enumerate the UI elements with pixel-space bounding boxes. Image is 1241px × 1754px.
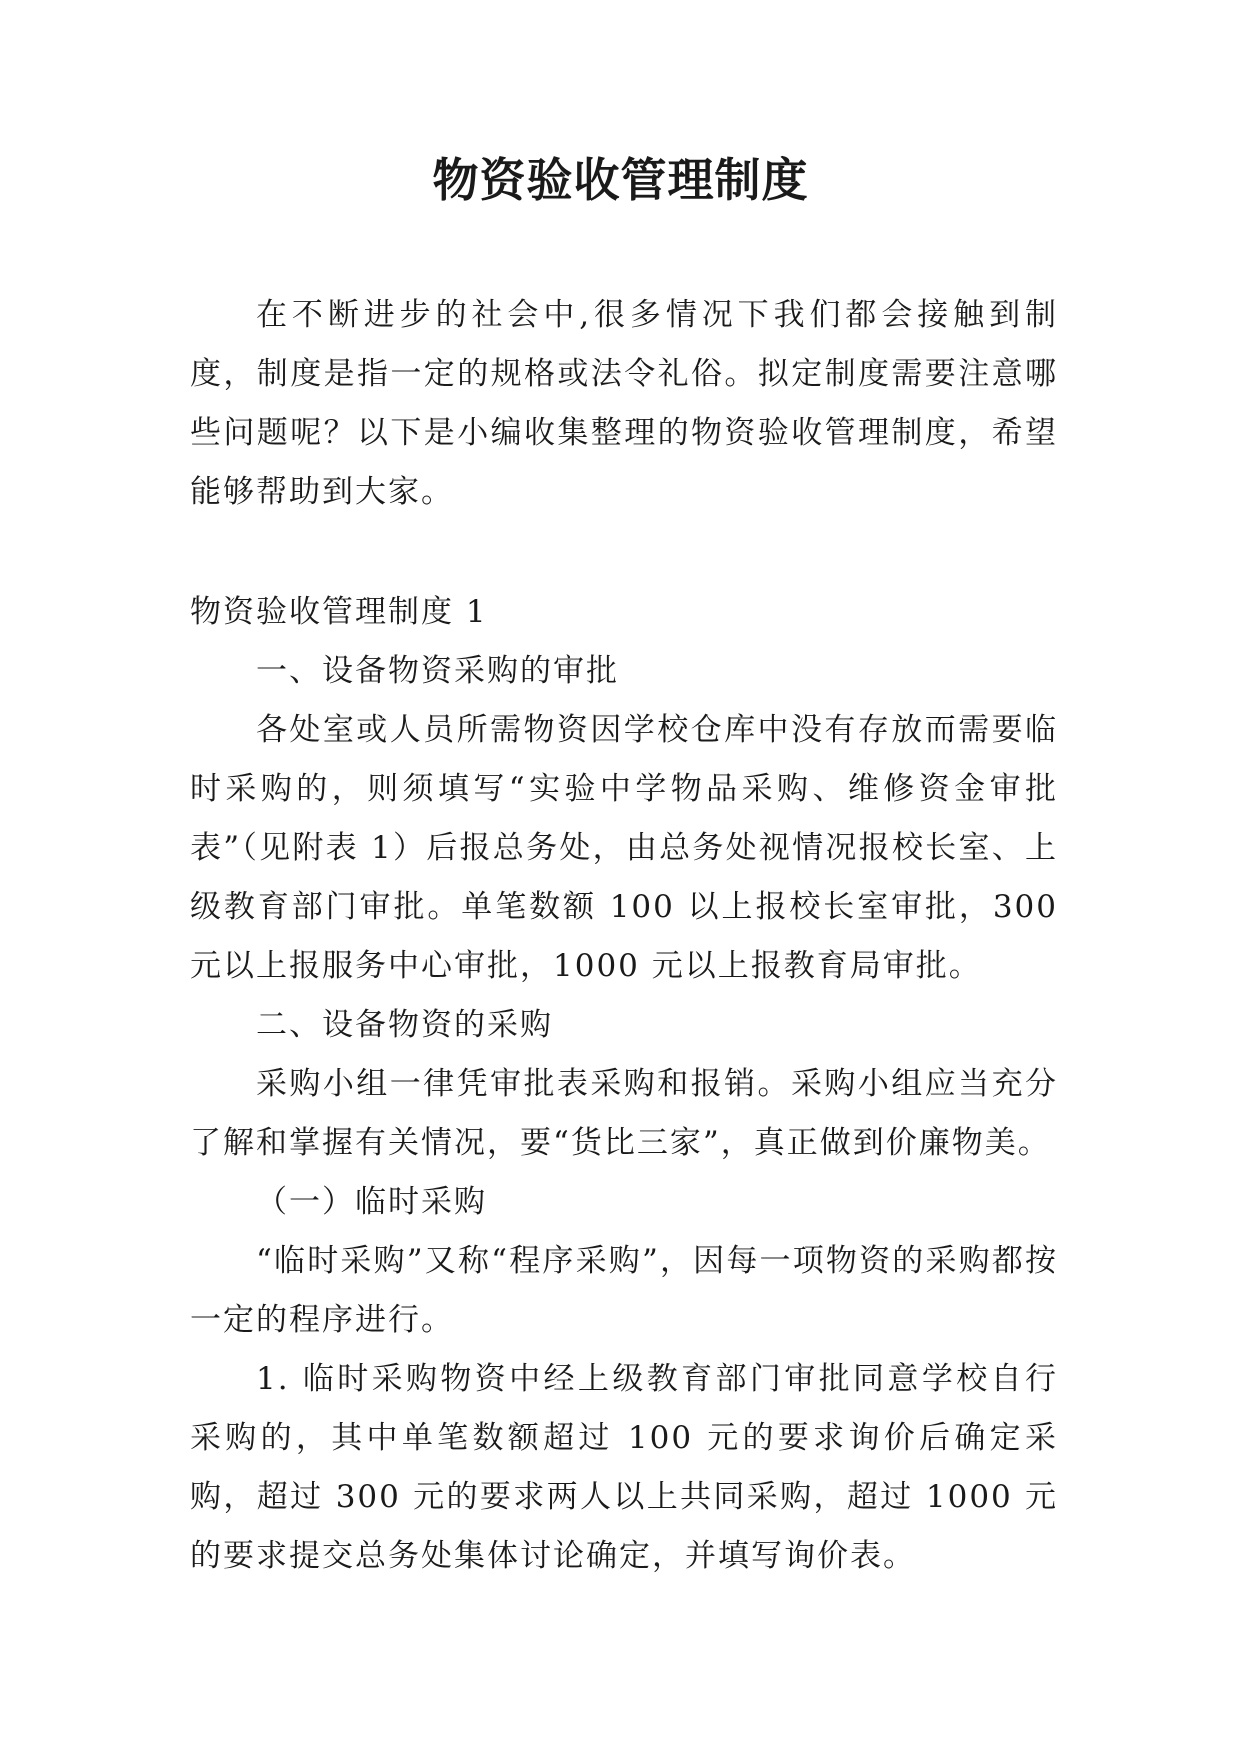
subheading-temporary-procurement: （一）临时采购	[256, 1184, 487, 1220]
paragraph-approval: 各处室或人员所需物资因学校仓库中没有存放而需要临时采购的，则须填写“实验中学物品采购、维修资金审批表”（见附表 1）后报总务处，由总务处视情况报校长室、上级教育部门审批。单笔数额 100 以上报校长室审批，300 元以上报服务中心审批，1000 元以上报教育局审批。	[190, 712, 1058, 984]
heading-procurement: 二、设备物资的采购	[256, 1007, 553, 1043]
paragraph-temporary-definition: “临时采购”又称“程序采购”，因每一项物资的采购都按一定的程序进行。	[190, 1243, 1058, 1338]
document-body	[190, 286, 1058, 1586]
intro-paragraph: 在不断进步的社会中,很多情况下我们都会接触到制度，制度是指一定的规格或法令礼俗。拟定制度需要注意哪些问题呢？以下是小编收集整理的物资验收管理制度，希望能够帮助到大家。	[190, 297, 1058, 510]
paragraph-procurement: 采购小组一律凭审批表采购和报销。采购小组应当充分了解和掌握有关情况，要“货比三家”，真正做到价廉物美。	[190, 1066, 1058, 1161]
heading-approval: 一、设备物资采购的审批	[256, 653, 619, 689]
document-title: 物资验收管理制度	[432, 153, 809, 207]
paragraph-temporary-rule-1: 1. 临时采购物资中经上级教育部门审批同意学校自行采购的，其中单笔数额超过 100 元的要求询价后确定采购，超过 300 元的要求两人以上共同采购，超过 1000 元的要求提交总务处集体讨论确定，并填写询价表。	[190, 1361, 1058, 1574]
section-title: 物资验收管理制度 1	[190, 594, 488, 630]
